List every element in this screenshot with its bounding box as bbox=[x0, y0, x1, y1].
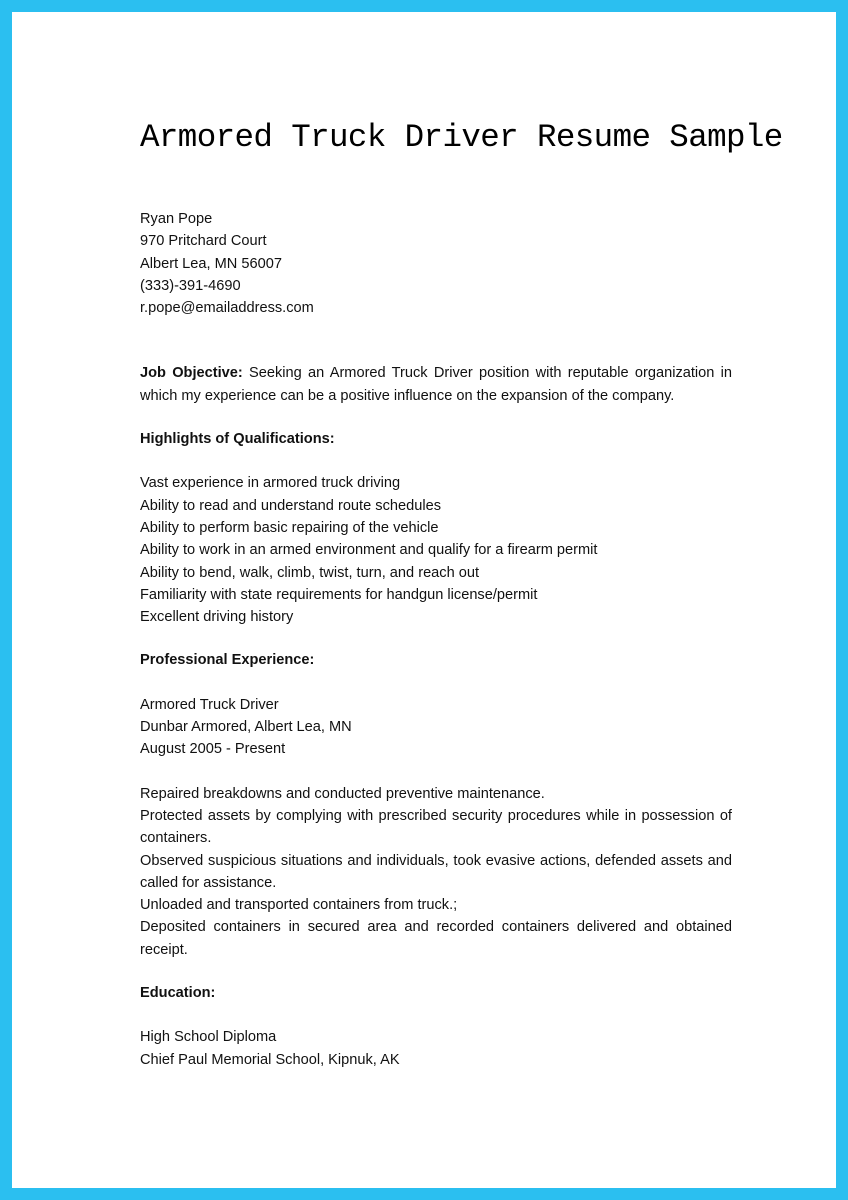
education-section bbox=[140, 982, 732, 1071]
duty-item: Repaired breakdowns and conducted preventive maintenance. bbox=[140, 785, 545, 802]
education-school: Chief Paul Memorial School, Kipnuk, AK bbox=[140, 1051, 400, 1068]
contact-city-state-zip: Albert Lea, MN 56007 bbox=[140, 255, 282, 272]
list-item: Excellent driving history bbox=[140, 609, 294, 626]
list-item: Vast experience in armored truck driving bbox=[140, 475, 401, 492]
objective-section bbox=[140, 362, 732, 407]
resume-document bbox=[140, 116, 783, 1071]
experience-section bbox=[140, 649, 732, 961]
job-company: Dunbar Armored, Albert Lea, MN bbox=[140, 719, 352, 736]
experience-heading: Professional Experience: bbox=[140, 652, 315, 669]
list-item: Familiarity with state requirements for handgun license/permit bbox=[140, 586, 538, 603]
duty-item: Unloaded and transported containers from truck.; bbox=[140, 897, 458, 914]
objective-label: Job Objective: bbox=[140, 365, 243, 382]
document-title: Armored Truck Driver Resume Sample bbox=[140, 119, 783, 156]
list-item: Ability to work in an armed environment and qualify for a firearm permit bbox=[140, 542, 598, 559]
job-info bbox=[140, 694, 732, 761]
list-item: Ability to bend, walk, climb, twist, turn, and reach out bbox=[140, 564, 480, 581]
qualifications-section bbox=[140, 428, 732, 628]
list-item: Ability to perform basic repairing of the vehicle bbox=[140, 519, 439, 536]
contact-block bbox=[140, 208, 732, 319]
contact-address: 970 Pritchard Court bbox=[140, 233, 267, 250]
duties-list bbox=[140, 783, 732, 961]
job-dates: August 2005 - Present bbox=[140, 741, 286, 758]
education-degree: High School Diploma bbox=[140, 1029, 277, 1046]
contact-email: r.pope@emailaddress.com bbox=[140, 300, 314, 317]
contact-phone: (333)-391-4690 bbox=[140, 277, 241, 294]
education-info bbox=[140, 1026, 732, 1071]
contact-name: Ryan Pope bbox=[140, 211, 213, 227]
duty-item: Protected assets by complying with prescribed security procedures while in possession of containers. bbox=[140, 807, 732, 847]
education-heading: Education: bbox=[140, 985, 216, 1002]
objective-text: Seeking an Armored Truck Driver position with reputable organization in which my experience can be a positive influence on the expansion of the company. bbox=[140, 365, 733, 404]
qualifications-list bbox=[140, 472, 732, 628]
duty-item: Deposited containers in secured area and recorded containers delivered and obtained receipt. bbox=[140, 919, 732, 958]
qualifications-heading: Highlights of Qualifications: bbox=[140, 431, 335, 448]
job-title: Armored Truck Driver bbox=[140, 696, 279, 713]
list-item: Ability to read and understand route schedules bbox=[140, 497, 441, 514]
duty-item: Observed suspicious situations and individuals, took evasive actions, defended assets and called for assistance. bbox=[140, 852, 732, 891]
